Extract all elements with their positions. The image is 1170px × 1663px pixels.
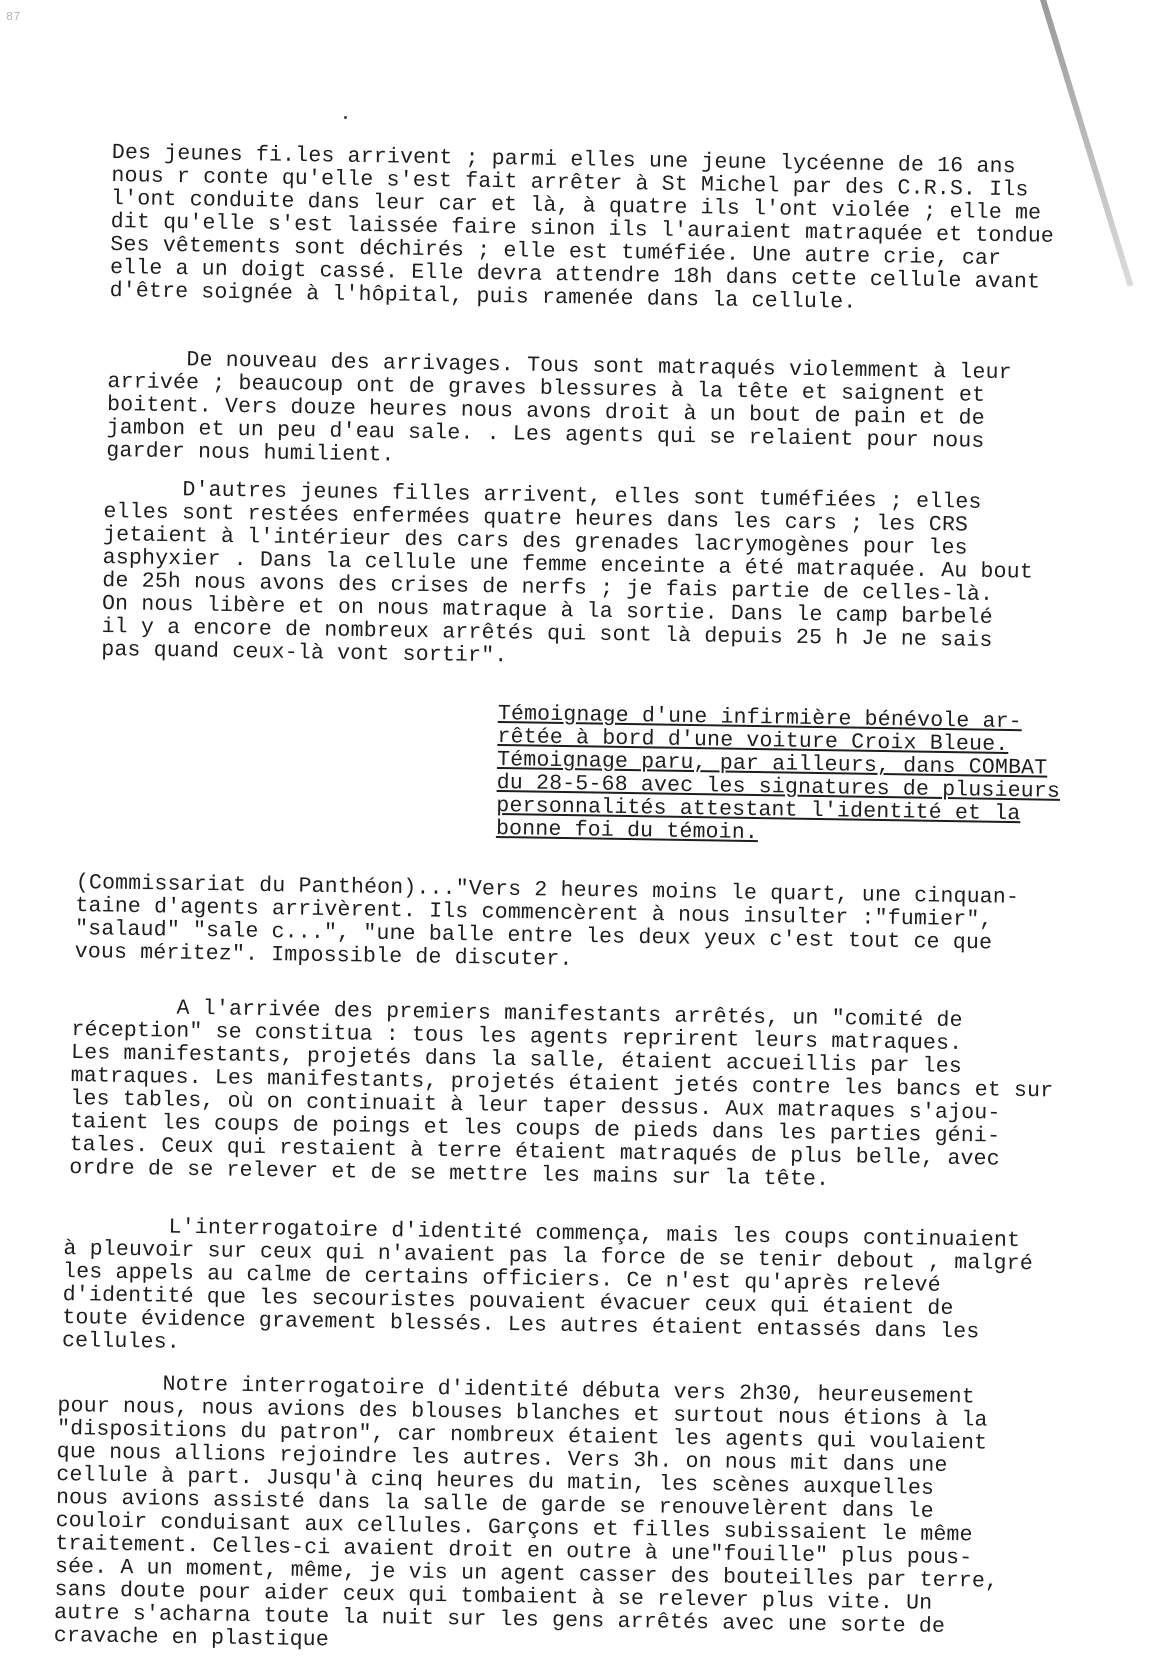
paragraph-interrogation: L'interrogatoire d'identité commença, mais les coups continuaient à pleuvoir sur ceux qui n'avaient pas la force de se tenir debout , malgré les appels au calme de certains officiers. Ce n'est qu'après relevé d'identité que les secouristes pouvaient évacuer ceux qui étaient de toute évidence gravement blessés. Les autres étaient entassés dans les cellules. — [61, 1214, 1034, 1355]
paragraph-reception-committee: A l'arrivée des premiers manifestants arrêtés, un "comité de réception" se constitua : tous les agents reprirent leurs matraques. Les manifestants, projetés dans la salle, étaient accueillis par les matraques. Les manifestants, projetés étaient jetés contre les bancs et sur les tables, où on continuait à leur taper dessus. Aux matraques s'ajou- taient les coups de poings et les coups de pieds dans les parties géni- tales. Ceux qui restaient à terre étaient matraqués de plus belle, avec ordre de se relever et de se mettre les mains sur la tête. — [69, 995, 1054, 1192]
corner-page-mark: 87 — [6, 10, 21, 24]
paragraph-pantheon: (Commissariat du Panthéon)..."Vers 2 heures moins le quart, une cinquan- taine d'agents arrivèrent. Ils commencèrent à nous insulter :"fumier", "salaud" "sale c...", "une balle entre les deux yeux c'est tout ce que vous méritez". Impossible de discuter. — [74, 871, 1020, 972]
ink-dot — [344, 116, 347, 119]
paragraph-new-arrivals: De nouveau des arrivages. Tous sont matraqués violemment à leur arrivée ; beaucoup ont de graves blessures à la tête et saignent et boitent. Vers douze heures nous avons droit à un bout de pain et de jambon et un peu d'eau sale. . Les agents qui se relaient pour nous garder nous humilient. — [106, 347, 1012, 468]
paragraph-our-interrogation: Notre interrogatoire d'identité débuta vers 2h30, heureusement pour nous, nous avions des blouses blanches et surtout nous étions à la "dispositions du patron", car nombreux étaient les agents qui voulaient que nous allions rejoindre les autres. Vers 3h. on nous mit dans une cellule à part. Jusqu'à cinq heures du matin, les scènes auxquelles nous avions assisté dans la salle de garde se renouvelèrent dans le couloir conduisant aux cellules. Garçons et filles subissaient le même traitement. Celles-ci avaient droit en outre à une"fouille" plus pous- sée. A un moment, même, je vis un agent casser des bouteilles par terre, sans doute pour aider ceux qui tombaient à se relever plus vite. Un autre s'acharna toute la nuit sur les gens arrêtés avec une sorte de cravache en plastique — [53, 1371, 999, 1653]
testimony-caption: Témoignage d'une infirmière bénévole ar- rêtée à bord d'une voiture Croix Bleue. Témoignage paru, par ailleurs, dans COMBAT du 28-5-68 avec les signatures de plusieurs personnalités attestant l'identité et la bonne foi du témoin. — [495, 702, 1061, 846]
paragraph-other-girls: D'autres jeunes filles arrivent, elles sont tuméfiées ; elles elles sont restées enfermées quatre heures dans les cars ; les CRS jetaient à l'intérieur des cars des grenades lacrymogènes pour les asphyxier . Dans la cellule une femme enceinte a été matraquée. Au bout de 25h nous avons des crises de nerfs ; je fais partie de celles-là. On nous libère et on nous matraque à la sortie. Dans le camp barbelé il y a encore de nombreux arrêtés qui sont là depuis 25 h Je ne sais pas quand ceux-là vont sortir". — [101, 477, 1034, 669]
paragraph-young-girls-arrive: Des jeunes fi.les arrivent ; parmi elles une jeune lycéenne de 16 ans nous r conte qu'elle s'est fait arrêter à St Michel par des C.R.S. Ils l'ont conduite dans leur car et là, à quatre ils l'ont violée ; elle me dit qu'elle s'est laissée faire sinon ils l'auraient matraquée et tondue Ses vêtements sont déchirés ; elle est tuméfiée. Une autre crie, car elle a un doigt cassé. Elle devra attendre 18h dans cette cellule avant d'être soignée à l'hôpital, puis ramenée dans la cellule. — [109, 141, 1055, 315]
scan-edge-streak — [1040, 0, 1133, 287]
